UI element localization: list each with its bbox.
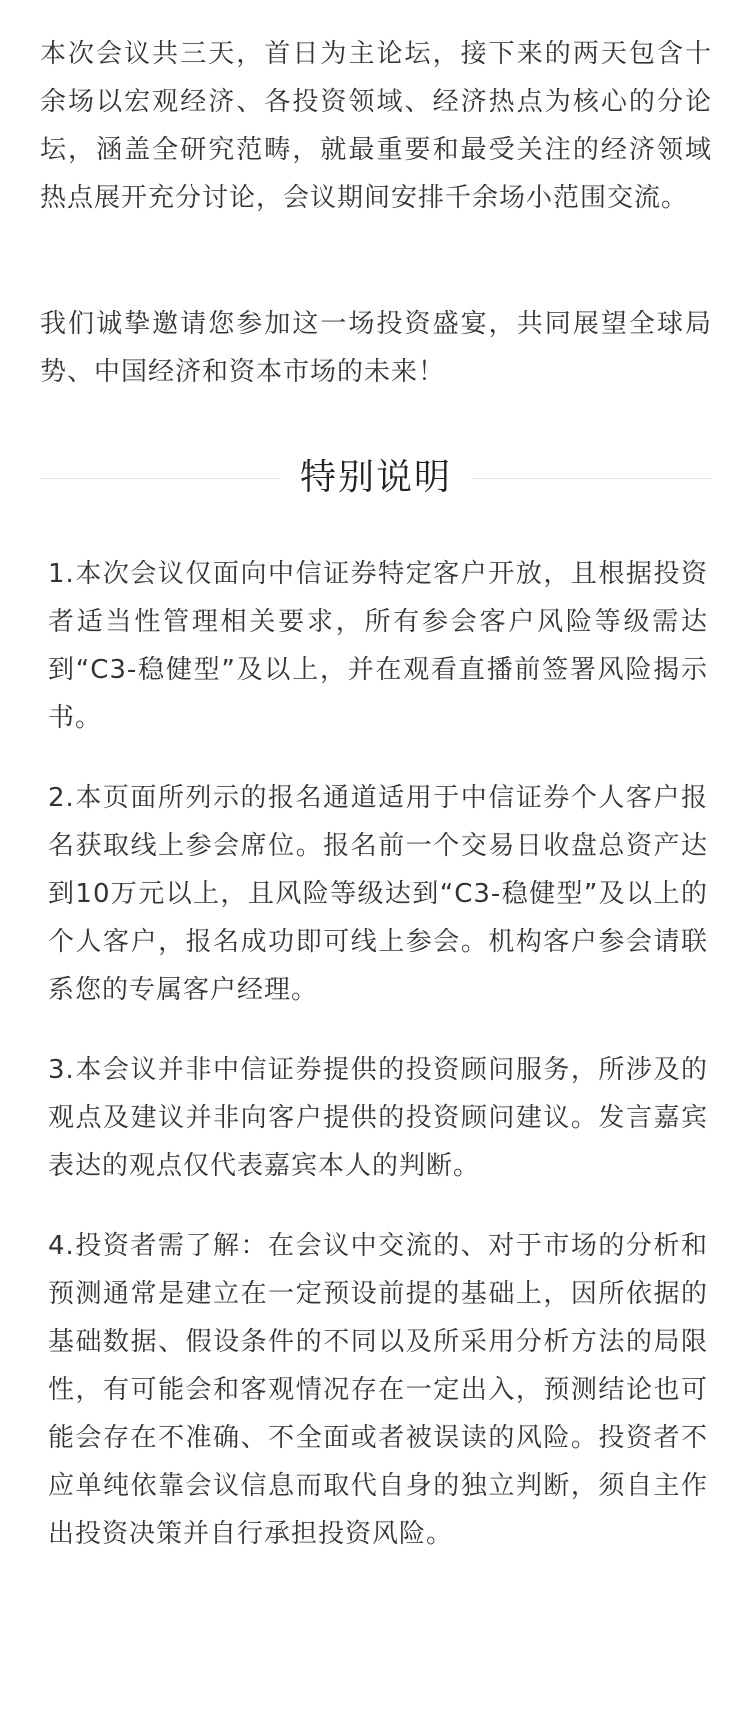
special-note-item: 1.本次会议仅面向中信证券特定客户开放，且根据投资者适当性管理相关要求，所有参会客户风险等级需达到“C3-稳健型”及以上，并在观看直播前签署风险揭示书。 xyxy=(48,559,708,733)
special-note-item: 4.投资者需了解：在会议中交流的、对于市场的分析和预测通常是建立在一定预设前提的基础上，因所依据的基础数据、假设条件的不同以及所采用分析方法的局限性，有可能会和客观情况存在一定出入，预测结论也可能会存在不准确、不全面或者被误读的风险。投资者不应单纯依靠会议信息而取代自身的独立判断，须自主作出投资决策并自行承担投资风险。 xyxy=(48,1231,708,1549)
heading-divider-left xyxy=(40,478,280,479)
intro-paragraph: 本次会议共三天，首日为主论坛，接下来的两天包含十余场以宏观经济、各投资领域、经济热点为核心的分论坛，涵盖全研究范畴，就最重要和最受关注的经济领域热点展开充分讨论，会议期间安排千余场小范围交流。 xyxy=(40,39,712,213)
special-notes-title: 特别说明 xyxy=(300,457,453,498)
heading-divider-right xyxy=(472,478,712,479)
special-notes-heading xyxy=(40,448,712,508)
special-note-item: 3.本会议并非中信证券提供的投资顾问服务，所涉及的观点及建议并非向客户提供的投资顾问建议。发言嘉宾表达的观点仅代表嘉宾本人的判断。 xyxy=(48,1055,708,1181)
special-note-item: 2.本页面所列示的报名通道适用于中信证券个人客户报名获取线上参会席位。报名前一个交易日收盘总资产达到10万元以上，且风险等级达到“C3-稳健型”及以上的个人客户，报名成功即可线上参会。机构客户参会请联系您的专属客户经理。 xyxy=(48,783,708,1005)
invitation-paragraph: 我们诚挚邀请您参加这一场投资盛宴，共同展望全球局势、中国经济和资本市场的未来！ xyxy=(40,309,712,387)
